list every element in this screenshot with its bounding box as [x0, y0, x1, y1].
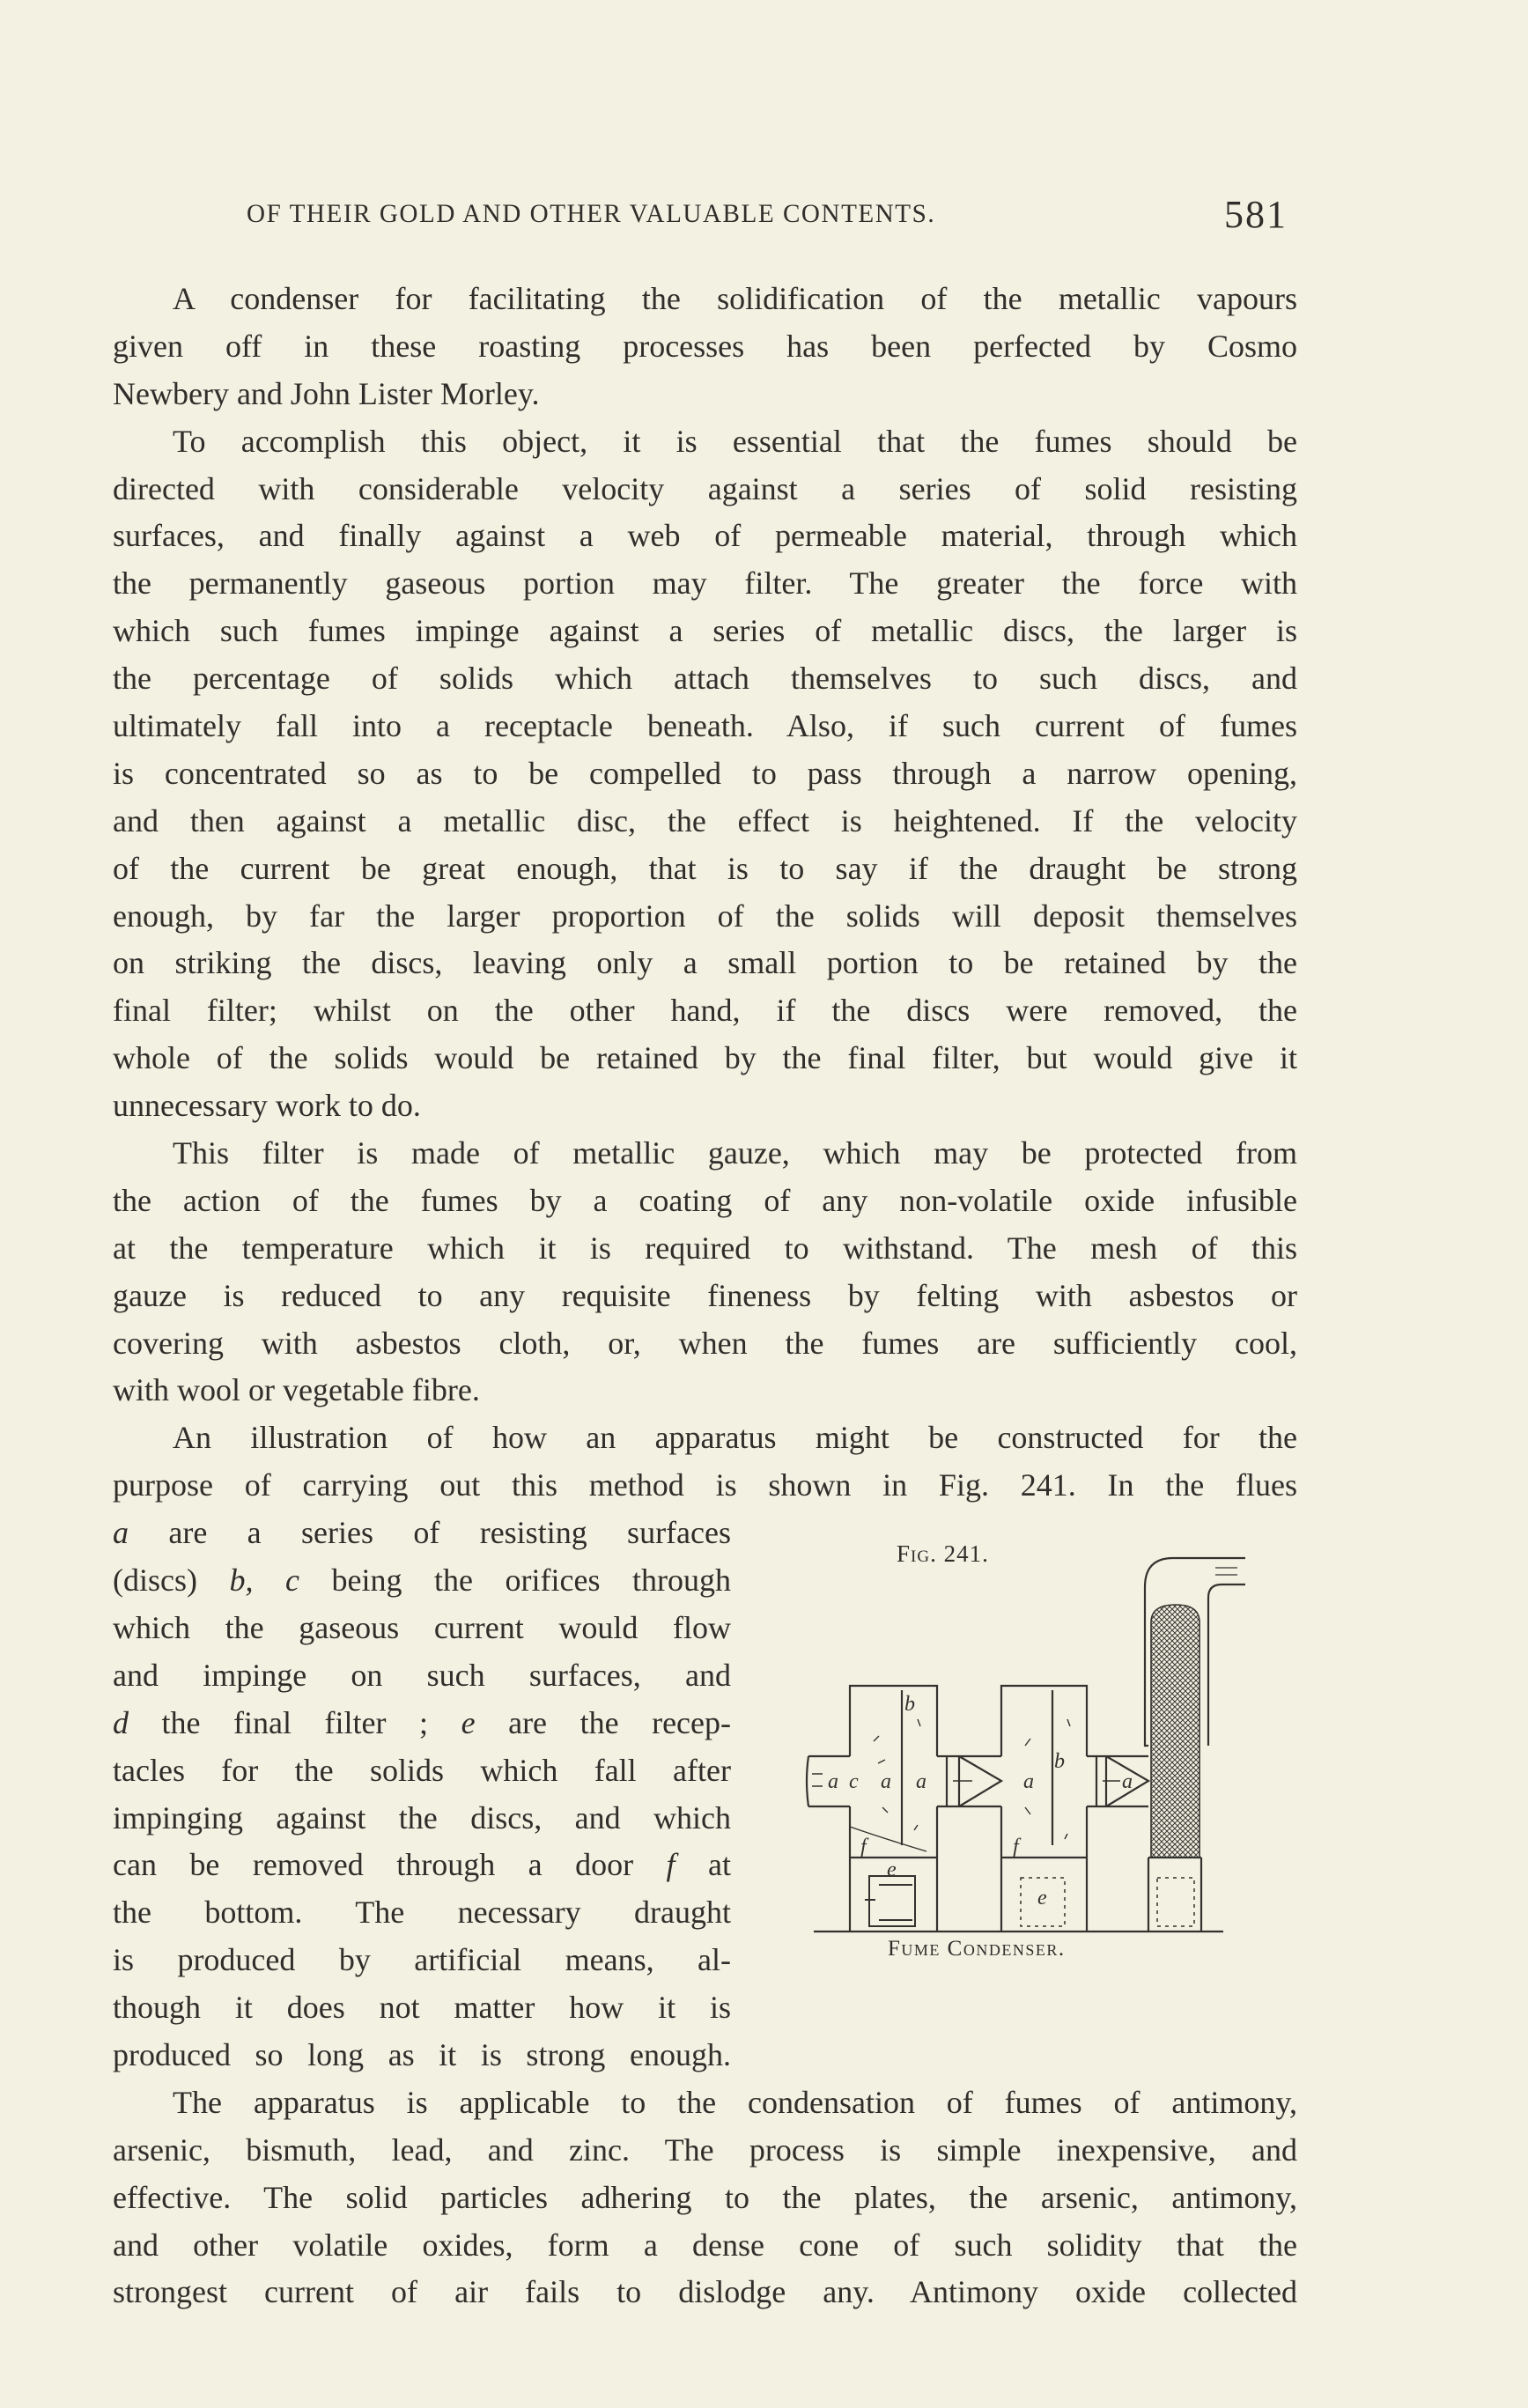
- text-segment: are a series of resisting surfaces: [129, 1515, 731, 1551]
- text-line: [113, 1842, 731, 1889]
- text-line: and other volatile oxides, form a dense cone of such solidity that the: [113, 2227, 1297, 2263]
- text-segment: the final filter ;: [129, 1704, 461, 1740]
- text-line: [113, 1557, 731, 1605]
- text-segment: is produced by artificial means, al-: [113, 1942, 731, 1978]
- paragraphs-after-figure: [113, 2079, 1297, 2316]
- text-line: the percentage of solids which attach themselves to such discs, and: [113, 661, 1297, 697]
- text-line: on striking the discs, leaving only a small portion to be retained by the: [113, 945, 1297, 981]
- text-line: [113, 1700, 731, 1747]
- text-segment: and impinge on such surfaces, and: [113, 1657, 731, 1693]
- text-line: An illustration of how an apparatus might be constructed for the: [173, 1420, 1297, 1456]
- letter-a: a: [828, 1770, 838, 1794]
- text-segment: (discs): [113, 1562, 230, 1599]
- text-line: given off in these roasting processes has been perfected by Cosmo: [113, 328, 1297, 364]
- text-line: surfaces, and finally against a web of permeable material, through which: [113, 518, 1297, 554]
- italic-letter: e: [461, 1704, 476, 1740]
- text-segment: at: [675, 1847, 731, 1883]
- letter-f: f: [860, 1836, 867, 1859]
- text-line: [113, 1605, 731, 1652]
- text-segment: tacles for the solids which fall after: [113, 1752, 731, 1788]
- text-line: The apparatus is applicable to the condensation of fumes of antimony,: [173, 2084, 1297, 2120]
- paragraphs-before-figure: [113, 276, 1297, 1510]
- receptacle-filter: [1157, 1878, 1194, 1926]
- text-segment: though it does not matter how it is: [113, 1990, 731, 2026]
- text-line: at the temperature which it is required to withstand. The mesh of this: [113, 1230, 1297, 1266]
- figure-241: [731, 1510, 1297, 2079]
- text-line: unnecessary work to do.: [113, 1088, 421, 1124]
- text-line: is concentrated so as to be compelled to pass through a narrow opening,: [113, 755, 1297, 791]
- running-title: OF THEIR GOLD AND OTHER VALUABLE CONTENTS.: [247, 199, 936, 228]
- paragraph: [113, 2079, 1297, 2316]
- text-line: enough, by far the larger proportion of the solids will deposit themselves: [113, 897, 1297, 934]
- letter-b: b: [904, 1693, 915, 1717]
- text-segment: can be removed through a door: [113, 1847, 667, 1883]
- text-line: arsenic, bismuth, lead, and zinc. The process is simple inexpensive, and: [113, 2131, 1297, 2168]
- page-body: [113, 276, 1297, 2316]
- text-line: A condenser for facilitating the solidification of the metallic vapours: [173, 281, 1297, 316]
- letter-e: e: [887, 1858, 897, 1882]
- paragraph: [113, 276, 1297, 418]
- text-segment: produced so long as it is strong enough.: [113, 2036, 731, 2072]
- text-segment: the bottom. The necessary draught: [113, 1895, 731, 1931]
- gauze-filter: [1151, 1605, 1200, 1858]
- text-line: Newbery and John Lister Morley.: [113, 375, 540, 411]
- text-line: with wool or vegetable fibre.: [113, 1372, 480, 1408]
- text-with-figure: [113, 1510, 1297, 2079]
- italic-letter: b, c: [229, 1562, 299, 1599]
- figure-caption: Fume Condenser.: [888, 1937, 1066, 1961]
- text-line: [113, 1652, 731, 1700]
- text-line: [113, 1795, 731, 1843]
- letter-b: b: [1054, 1750, 1065, 1774]
- text-line: the permanently gaseous portion may filter. The greater the force with: [113, 565, 1297, 602]
- door-f: [869, 1876, 915, 1926]
- condenser-chamber-1: [850, 1686, 937, 1932]
- text-segment: being the orifices through: [299, 1562, 731, 1599]
- letter-e: e: [1037, 1887, 1047, 1910]
- letter-a: a: [881, 1770, 891, 1794]
- text-segment: are the recep-: [475, 1704, 731, 1740]
- letter-c: c: [849, 1770, 859, 1794]
- text-line: [113, 1510, 731, 1557]
- text-line: of the current be great enough, that is to say if the draught be strong: [113, 850, 1297, 886]
- text-line: [113, 1984, 731, 2032]
- text-line: purpose of carrying out this method is shown in Fig. 241. In the flues: [113, 1467, 1297, 1503]
- text-line: effective. The solid particles adhering to the plates, the arsenic, antimony,: [113, 2179, 1297, 2215]
- text-line: [113, 2032, 731, 2079]
- text-line: directed with considerable velocity against a series of solid resisting: [113, 470, 1297, 506]
- letter-f: f: [1013, 1836, 1019, 1859]
- text-line: [113, 1937, 731, 1984]
- letter-a: a: [916, 1770, 926, 1794]
- text-line: final filter; whilst on the other hand, if the discs were removed, the: [113, 993, 1297, 1029]
- text-line: whole of the solids would be retained by the final filter, but would give it: [113, 1040, 1297, 1076]
- text-line: covering with asbestos cloth, or, when the fumes are sufficiently cool,: [113, 1325, 1297, 1361]
- paragraph: [113, 418, 1297, 1130]
- paragraph: [113, 1130, 1297, 1415]
- text-line: the action of the fumes by a coating of any non-volatile oxide infusible: [113, 1182, 1297, 1218]
- italic-letter: d: [113, 1704, 129, 1740]
- letter-a: a: [1023, 1770, 1034, 1794]
- text-segment: which the gaseous current would flow: [113, 1609, 731, 1645]
- letter-a: a: [1122, 1770, 1133, 1794]
- text-line: This filter is made of metallic gauze, which may be protected from: [173, 1135, 1297, 1171]
- text-line: which such fumes impinge against a series of metallic discs, the larger is: [113, 613, 1297, 649]
- fume-condenser-diagram: [777, 1545, 1270, 1959]
- italic-letter: f: [666, 1847, 675, 1883]
- running-header: [238, 193, 1303, 240]
- text-line: strongest current of air fails to dislodge any. Antimony oxide collected: [113, 2274, 1297, 2310]
- text-segment: impinging against the discs, and which: [113, 1799, 731, 1836]
- page-number: 581: [1224, 193, 1288, 236]
- paragraph: [113, 1415, 1297, 1510]
- text-line: gauze is reduced to any requisite fineness by felting with asbestos or: [113, 1277, 1297, 1313]
- text-line: and then against a metallic disc, the effect is heightened. If the velocity: [113, 802, 1297, 838]
- text-line: To accomplish this object, it is essential that the fumes should be: [173, 423, 1297, 459]
- figure-side-text: [113, 1510, 731, 2079]
- figure-label: Fig. 241.: [897, 1540, 989, 1568]
- italic-letter: a: [113, 1515, 129, 1551]
- text-line: [113, 1889, 731, 1937]
- text-line: [113, 1747, 731, 1795]
- text-line: ultimately fall into a receptacle beneath. Also, if such current of fumes: [113, 708, 1297, 744]
